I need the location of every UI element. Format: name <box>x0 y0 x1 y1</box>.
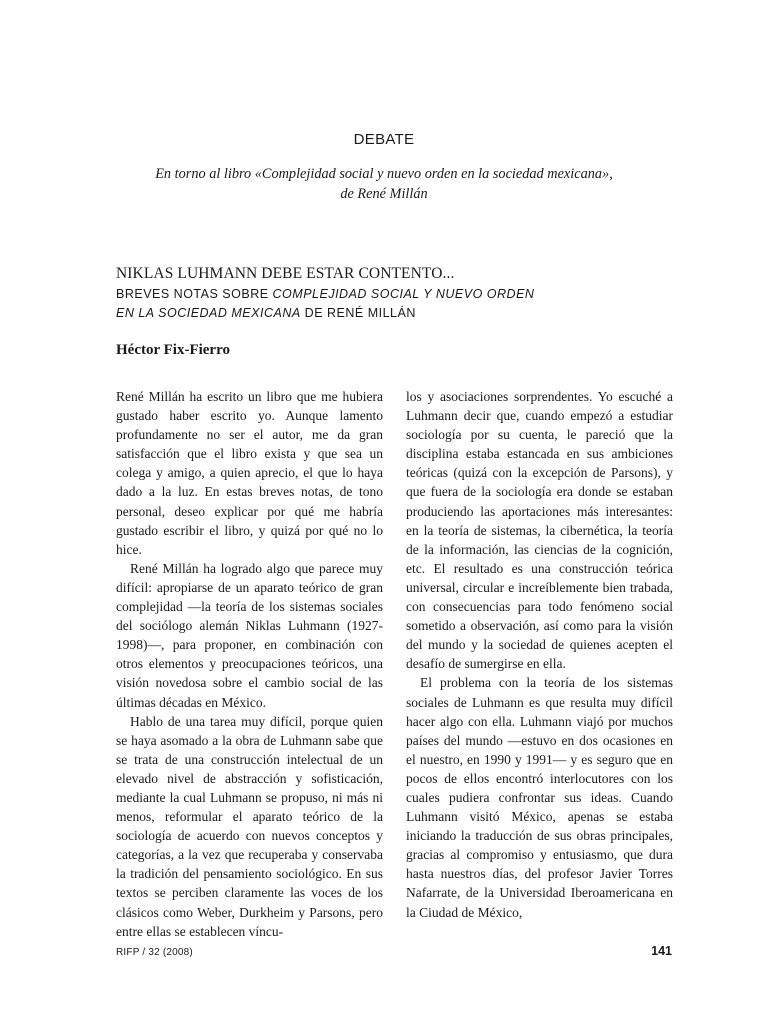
section-heading: DEBATE <box>353 131 415 148</box>
paragraph: René Millán ha logrado algo que parece muy difícil: apropiarse de un aparato teórico de gran complejidad —la teoría de los sistemas sociales del sociólogo alemán Niklas Luhmann (1927-1998)—, para proponer, en combinación con otros elementos y preocupaciones teóricos, una visión novedosa sobre el cambio social de las últimas décadas en México. <box>116 560 383 710</box>
paragraph: Hablo de una tarea muy difícil, porque quien se haya asomado a la obra de Luhmann sabe que se trata de una construcción intelectual de un elevado nivel de abstracción y sofisticación, mediante la cual Luhmann se propuso, ni más ni menos, reformular el aparato teórico de la sociología de acuerdo con nuevos conceptos y categorías, a la vez que recuperaba y conservaba la tradición del pensamiento sociológico. En sus textos se perciben claramente las voces de los clásicos como Weber, Durkheim y Parsons, pero entre ellas se establecen víncu- <box>116 713 383 939</box>
paragraph: El problema con la teoría de los sistemas sociales de Luhmann es que resulta muy difícil hacer algo con ella. Luhmann viajó por muchos países del mundo —estuvo en dos ocasiones en el nuestro, en 1990 y 1991— y es seguro que en pocos de ellos encontró interlocutores con los cuales pudiera confrontar sus ideas. Cuando Luhmann visitó México, apenas se estaba iniciando la traducción de sus obras principales, gracias al compromiso y entusiasmo, que dura hasta nuestros días, del profesor Javier Torres Nafarrate, de la Universidad Iberoamericana en la Ciudad de México, <box>406 675 673 920</box>
article-subtitle-suffix: DE RENÉ MILLÁN <box>300 306 416 320</box>
subtitle-suffix: », <box>602 166 613 182</box>
paragraph: René Millán ha escrito un libro que me hubiera gustado haber escrito yo. Aunque lamento profundamente no ser el autor, me da gran satisfacción que el libro exista y que sea un colega y amigo, a quien aprecio, el que lo haya dado a la luz. En estas breves notas, de tono personal, deseo explicar por qué me habría gustado escribir el libro, y quizá por qué no lo hice. <box>116 389 383 557</box>
subtitle-author-line: de René Millán <box>340 186 428 202</box>
book-title: Complejidad social y nuevo orden en la sociedad mexicana <box>261 166 603 182</box>
article-subtitle-italic-2: EN LA SOCIEDAD MEXICANA <box>116 306 301 320</box>
article-subtitle-prefix: BREVES NOTAS SOBRE <box>116 287 273 301</box>
article-author: Héctor Fix-Fierro <box>116 342 230 358</box>
article-subtitle-italic-1: COMPLEJIDAD SOCIAL Y NUEVO ORDEN <box>272 287 535 301</box>
subtitle-prefix: En torno al libro « <box>155 166 262 182</box>
footer-journal: RIFP / 32 (2008) <box>116 947 193 958</box>
body-column-left <box>116 387 383 941</box>
page-number: 141 <box>651 944 672 958</box>
paragraph: los y asociaciones sorprendentes. Yo escuché a Luhmann decir que, cuando empezó a estudiar sociología por su cuenta, le pareció que la disciplina estaba estancada en sus ambiciones teóricas (quizá con la excepción de Parsons), y que fuera de la sociología era donde se estaban produciendo las aportaciones más interesantes: en la teoría de sistemas, la cibernética, la teoría de la información, las ciencias de la cognición, etc. El resultado es una construcción teórica universal, circular e increíblemente bien trabada, con consecuencias para todo fenómeno social sometido a observación, así como para la visión del mundo y la sociedad de quienes acepten el desafío de sumergirse en ella. <box>406 389 673 672</box>
article-subtitle <box>116 285 656 323</box>
debate-subtitle <box>100 164 668 204</box>
article-title: NIKLAS LUHMANN DEBE ESTAR CONTENTO... <box>116 265 455 282</box>
body-column-right <box>406 387 673 922</box>
